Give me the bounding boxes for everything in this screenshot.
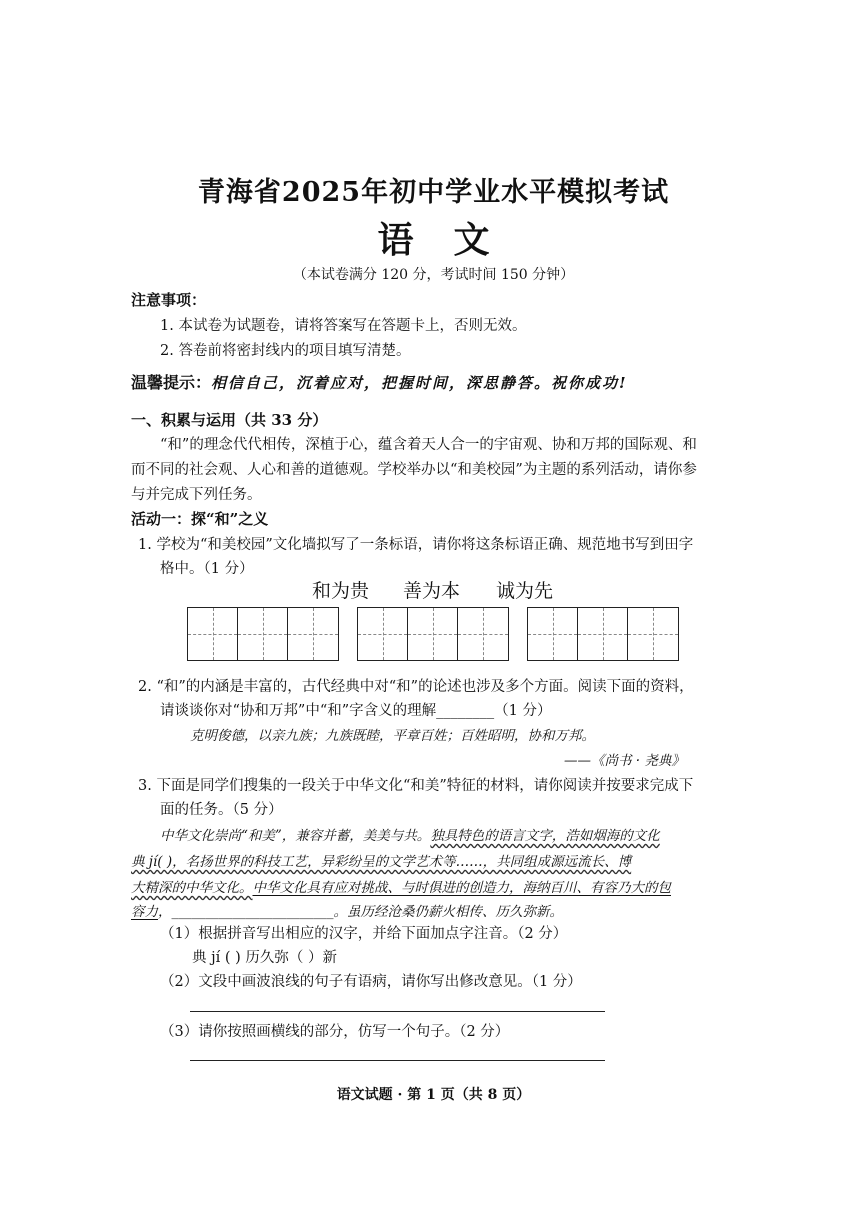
intro-line-1: “和”的理念代代相传，深植于心，蕴含着天人合一的宇宙观、协和万邦的国际观、和 xyxy=(160,437,697,453)
slogan-part-3: 诚为先 xyxy=(496,580,554,602)
tip xyxy=(131,370,628,393)
passage-text: ，________________________。虽历经沧桑仍薪火相传、历久弥新。 xyxy=(158,904,563,920)
section-heading: 一、积累与运用（共 33 分） xyxy=(131,411,328,429)
page-footer: 语文试题 · 第 1 页（共 8 页） xyxy=(336,1087,531,1103)
sub-question-1-answer: 典 jí ( ) 历久弥（ ）新 xyxy=(192,950,337,966)
q2-line-1: 2. “和”的内涵是丰富的，古代经典中对“和”的论述也涉及多个方面。阅读下面的资料， xyxy=(138,679,694,695)
intro-line-2: 而不同的社会观、人心和善的道德观。学校举办以“和美校园”为主题的系列活动，请你参 xyxy=(131,462,697,478)
q2-line-2: 请谈谈你对“协和万邦”中“和”字含义的理解________（1 分） xyxy=(160,703,552,719)
passage-text: 中华文化崇尚“和美”，兼容并蓄，美美与共。 xyxy=(160,828,431,844)
activity-heading: 活动一：探“和”之义 xyxy=(131,510,269,528)
grid-cell[interactable] xyxy=(288,608,338,660)
passage-wavy-text: 大精深的中华文化。 xyxy=(131,880,253,896)
q1-line-2: 格中。（1 分） xyxy=(160,561,254,577)
passage-underlined-text: 容力 xyxy=(131,904,158,920)
sub-question-3: （3）请你按照画横线的部分，仿写一个句子。（2 分） xyxy=(160,1024,510,1040)
q2-quote: 克明俊德，以亲九族；九族既睦，平章百姓；百姓昭明，协和万邦。 xyxy=(190,728,595,744)
q2-source: ——《尚书 · 尧典》 xyxy=(564,753,685,769)
subject-title: 语文 xyxy=(377,219,530,261)
grid-cell[interactable] xyxy=(188,608,238,660)
passage-line-2 xyxy=(131,850,631,870)
passage-line-3 xyxy=(131,876,671,896)
grid-cell[interactable] xyxy=(408,608,458,660)
notice-item-1: 1. 本试卷为试题卷，请将答案写在答题卡上，否则无效。 xyxy=(160,318,527,334)
tip-label: 温馨提示： xyxy=(131,373,212,392)
q3-line-1: 3. 下面是同学们搜集的一段关于中华文化“和美”特征的材料，请你阅读并按要求完成下 xyxy=(138,778,694,794)
passage-line-4 xyxy=(131,900,563,920)
notice-heading: 注意事项： xyxy=(131,291,207,309)
q1-line-1: 1. 学校为“和美校园”文化墙拟写了一条标语，请你将这条标语正确、规范地书写到田字 xyxy=(138,537,694,553)
sub-question-1: （1）根据拼音写出相应的汉字，并给下面加点字注音。（2 分） xyxy=(160,926,568,942)
tip-text: 相信自己，沉着应对，把握时间，深思静答。祝你成功! xyxy=(211,374,628,392)
slogan-part-1: 和为贵 xyxy=(312,580,370,602)
grid-cell[interactable] xyxy=(578,608,628,660)
writing-grid-3[interactable] xyxy=(527,607,679,661)
notice-item-2: 2. 答卷前将密封线内的项目填写清楚。 xyxy=(160,343,411,359)
grid-cell[interactable] xyxy=(628,608,678,660)
sub-question-2: （2）文段中画波浪线的句子有语病，请你写出修改意见。（1 分） xyxy=(160,974,582,990)
answer-line-2[interactable] xyxy=(190,1011,605,1012)
grid-cell[interactable] xyxy=(358,608,408,660)
intro-line-3: 与并完成下列任务。 xyxy=(131,487,262,503)
grid-cell[interactable] xyxy=(528,608,578,660)
grid-cell[interactable] xyxy=(458,608,508,660)
q3-line-2: 面的任务。（5 分） xyxy=(160,802,283,818)
slogan-part-2: 善为本 xyxy=(403,580,461,602)
writing-grid-2[interactable] xyxy=(357,607,509,661)
exam-meta: （本试卷满分 120 分，考试时间 150 分钟） xyxy=(292,267,575,283)
passage-wavy-text: 典 jí( )，名扬世界的科技工艺，异彩纷呈的文学艺术等……，共同组成源远流长、博 xyxy=(131,854,632,870)
passage-underlined-text: 中华文化具有应对挑战、与时俱进的创造力，海纳百川、有容乃大的包 xyxy=(252,880,671,896)
passage-line-1 xyxy=(160,824,660,844)
answer-line-3[interactable] xyxy=(190,1060,605,1061)
writing-grid-1[interactable] xyxy=(187,607,339,661)
passage-wavy-text: 独具特色的语言文字，浩如烟海的文化 xyxy=(430,828,660,844)
exam-title: 青海省2025年初中学业水平模拟考试 xyxy=(197,177,670,208)
grid-cell[interactable] xyxy=(238,608,288,660)
